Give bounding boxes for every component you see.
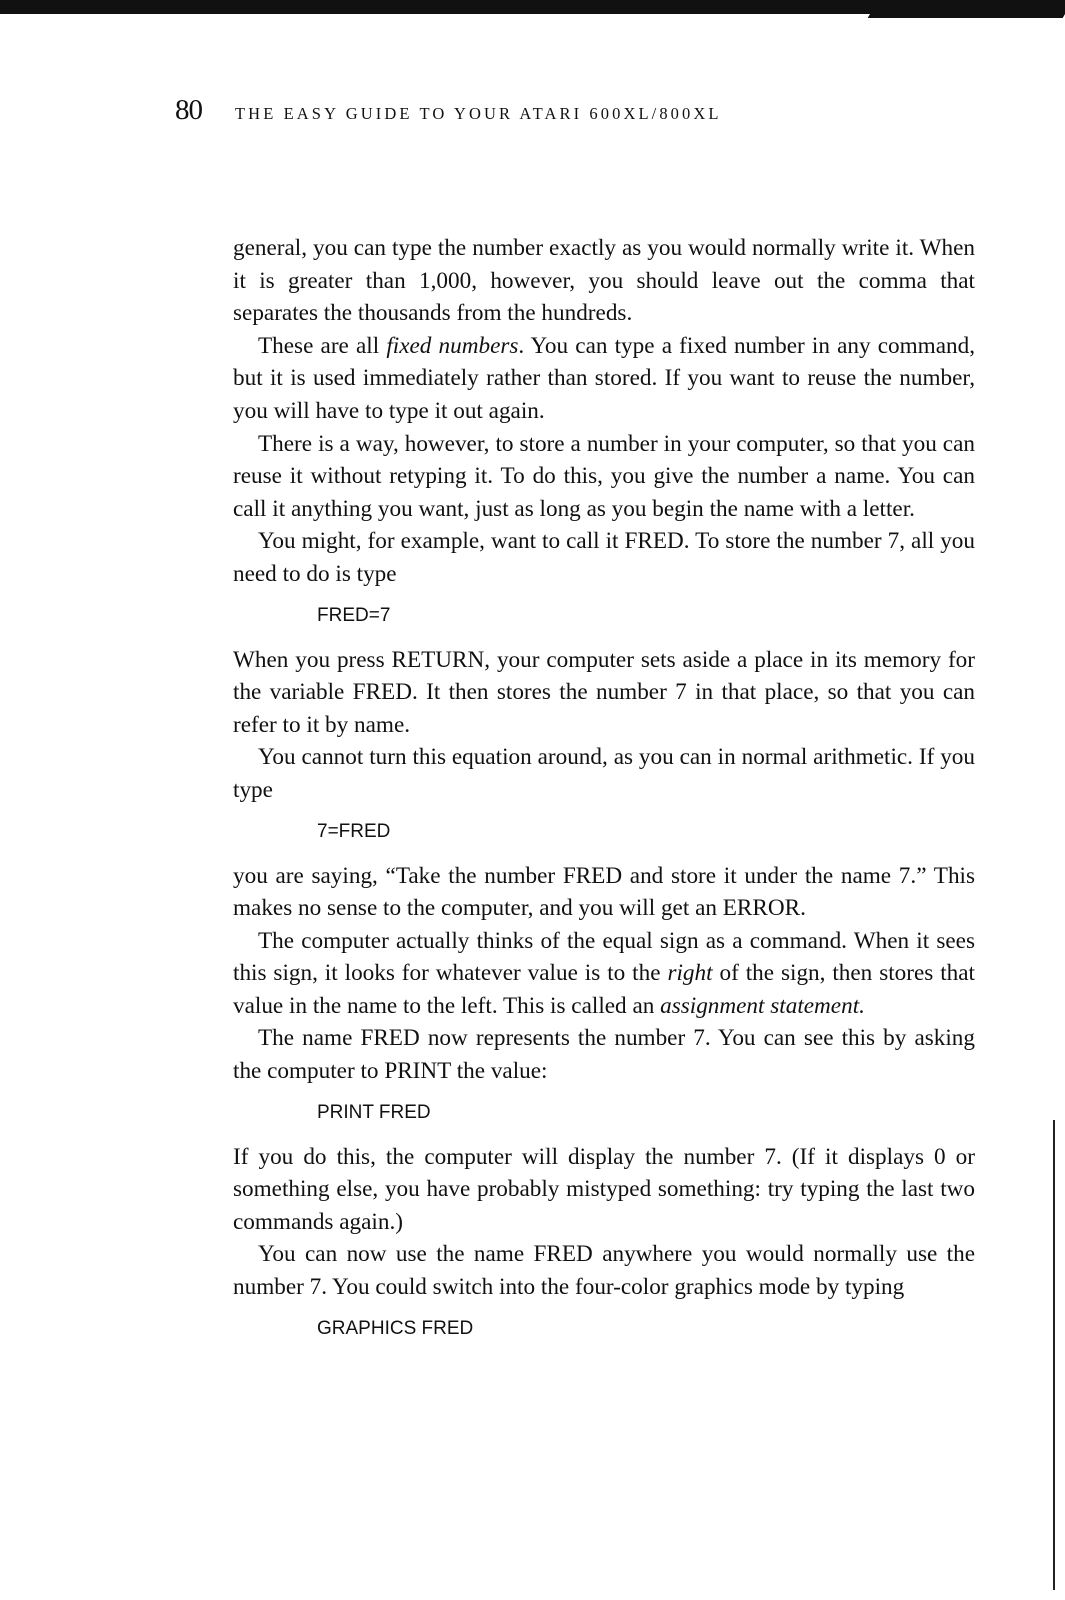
running-head <box>175 94 722 128</box>
code-example-print: PRINT FRED <box>317 1101 431 1123</box>
paragraph-2-text-b: . You can type a fixed number in any command, but it is used immediately rather than stored. If you want to reuse the number, you will have to type it out again. <box>233 332 975 424</box>
paragraph-1: general, you can type the number exactly as you would normally write it. When it is greater than 1,000, however, you should leave out the comma that separates the thousands from the hundreds. <box>233 235 975 327</box>
paragraph-8 <box>233 925 975 1023</box>
fixed-numbers-term: fixed numbers <box>386 332 519 359</box>
paragraph-8-text-a: The computer actually thinks of the equal sign as a command. When it sees this sign, it looks for whatever value is to the <box>233 927 975 987</box>
paragraph-4: You might, for example, want to call it FRED. To store the number 7, all you need to do is type <box>233 528 975 587</box>
paragraph-3: There is a way, however, to store a number in your computer, so that you can reuse it without retyping it. To do this, you give the number a name. You can call it anything you want, just as long as you begin the name with a letter. <box>233 430 975 522</box>
assignment-statement-term: assignment statement. <box>660 992 865 1019</box>
code-example-reversed-assign: 7=FRED <box>317 820 391 842</box>
paragraph-5: When you press RETURN, your computer sets aside a place in its memory for the variable FRED. It then stores the number 7 in that place, so that you can refer to it by name. <box>233 646 975 738</box>
paragraph-6: You cannot turn this equation around, as you can in normal arithmetic. If you type <box>233 744 975 803</box>
paragraph-2 <box>233 330 975 428</box>
right-term: right <box>667 960 713 987</box>
page-body <box>233 232 975 1357</box>
code-example-fred-assign: FRED=7 <box>317 604 391 626</box>
paragraph-2-text-a: These are all <box>258 332 387 359</box>
book-title: THE EASY GUIDE TO YOUR ATARI 600XL/800XL <box>235 104 722 123</box>
paragraph-10: If you do this, the computer will display the number 7. (If it displays 0 or something else, you have probably mistyped something: try typing the last two commands again.) <box>233 1143 975 1235</box>
page-number: 80 <box>175 94 202 126</box>
paragraph-8-text-b: of the sign, then stores that value in the name to the left. This is called an <box>233 960 976 1019</box>
paragraph-11: You can now use the name FRED anywhere you would normally use the number 7. You could switch into the four-color graphics mode by typing <box>233 1241 975 1301</box>
code-example-graphics: GRAPHICS FRED <box>317 1317 474 1339</box>
paragraph-9: The name FRED now represents the number 7. You can see this by asking the computer to PRINT the value: <box>233 1025 975 1085</box>
paragraph-7: you are saying, “Take the number FRED and store it under the name 7.” This makes no sense to the computer, and you will get an ERROR. <box>233 862 975 922</box>
right-page-edge <box>1053 1120 1055 1590</box>
top-scan-border-notch <box>868 10 1065 18</box>
